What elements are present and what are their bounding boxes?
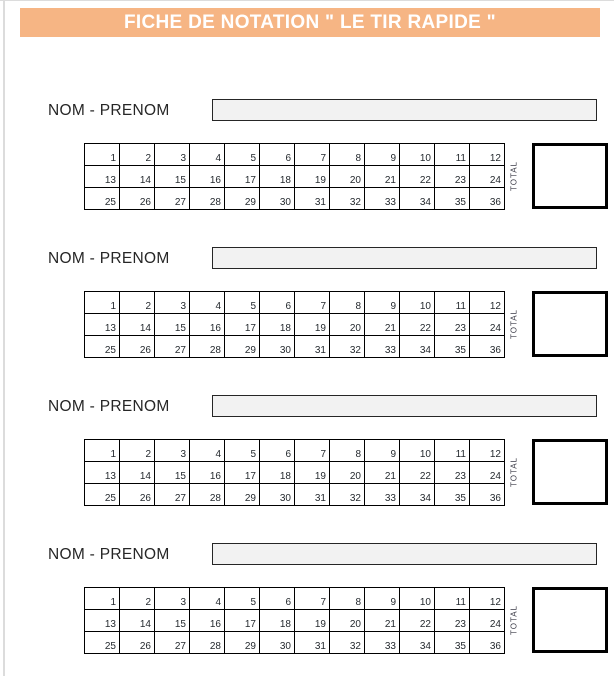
grid-cell-28[interactable]: 28 <box>190 188 225 210</box>
grid-cell-17[interactable]: 17 <box>225 610 260 632</box>
grid-row <box>85 166 505 188</box>
grid-row <box>85 484 505 506</box>
grid-cell-11[interactable]: 11 <box>435 144 470 166</box>
grid-cell-32[interactable]: 32 <box>330 484 365 506</box>
total-label: TOTAL <box>509 160 519 192</box>
grid-cell-2[interactable]: 2 <box>120 588 155 610</box>
grid-cell-25[interactable]: 25 <box>85 336 120 358</box>
grid-cell-29[interactable]: 29 <box>225 632 260 654</box>
grid-cell-5[interactable]: 5 <box>225 588 260 610</box>
total-input[interactable] <box>532 291 608 357</box>
total-input[interactable] <box>532 587 608 653</box>
grid-cell-19[interactable]: 19 <box>295 314 330 336</box>
grid-cell-5[interactable]: 5 <box>225 292 260 314</box>
grid-cell-20[interactable]: 20 <box>330 610 365 632</box>
grid-cell-21[interactable]: 21 <box>365 166 400 188</box>
grid-cell-7[interactable]: 7 <box>295 144 330 166</box>
grid-cell-2[interactable]: 2 <box>120 292 155 314</box>
grid-cell-17[interactable]: 17 <box>225 314 260 336</box>
grid-cell-11[interactable]: 11 <box>435 292 470 314</box>
grid-cell-32[interactable]: 32 <box>330 632 365 654</box>
grid-row <box>85 188 505 210</box>
grid-cell-30[interactable]: 30 <box>260 336 295 358</box>
grid-cell-4[interactable]: 4 <box>190 292 225 314</box>
name-label: NOM - PRENOM <box>48 546 170 563</box>
grid-cell-5[interactable]: 5 <box>225 144 260 166</box>
grid-cell-27[interactable]: 27 <box>155 484 190 506</box>
grid-cell-7[interactable]: 7 <box>295 440 330 462</box>
grid-cell-8[interactable]: 8 <box>330 588 365 610</box>
grid-cell-4[interactable]: 4 <box>190 440 225 462</box>
grid-cell-3[interactable]: 3 <box>155 144 190 166</box>
grid-cell-31[interactable]: 31 <box>295 484 330 506</box>
grid-row <box>85 632 505 654</box>
grid-cell-19[interactable]: 19 <box>295 166 330 188</box>
grid-cell-31[interactable]: 31 <box>295 336 330 358</box>
total-label: TOTAL <box>509 604 519 636</box>
grid-cell-17[interactable]: 17 <box>225 166 260 188</box>
name-input[interactable] <box>212 247 597 269</box>
grid-cell-18[interactable]: 18 <box>260 166 295 188</box>
grid-cell-28[interactable]: 28 <box>190 632 225 654</box>
grid-cell-5[interactable]: 5 <box>225 440 260 462</box>
grid-cell-1[interactable]: 1 <box>85 292 120 314</box>
sheet-title-text: FICHE DE NOTATION " LE TIR RAPIDE " <box>124 11 496 33</box>
sheet-title <box>20 8 600 37</box>
grid-cell-30[interactable]: 30 <box>260 632 295 654</box>
grid-cell-11[interactable]: 11 <box>435 588 470 610</box>
grid-cell-26[interactable]: 26 <box>120 632 155 654</box>
grid-cell-25[interactable]: 25 <box>85 188 120 210</box>
grid-cell-10[interactable]: 10 <box>400 292 435 314</box>
grid-cell-7[interactable]: 7 <box>295 292 330 314</box>
grid-cell-35[interactable]: 35 <box>435 188 470 210</box>
grid-cell-14[interactable]: 14 <box>120 166 155 188</box>
name-label: NOM - PRENOM <box>48 250 170 267</box>
grid-cell-2[interactable]: 2 <box>120 144 155 166</box>
grid-cell-12[interactable]: 12 <box>470 588 505 610</box>
grid-row <box>85 462 505 484</box>
grid-cell-8[interactable]: 8 <box>330 144 365 166</box>
grid-cell-1[interactable]: 1 <box>85 144 120 166</box>
grid-cell-24[interactable]: 24 <box>470 462 505 484</box>
grid-cell-33[interactable]: 33 <box>365 632 400 654</box>
grid-cell-33[interactable]: 33 <box>365 336 400 358</box>
grid-cell-27[interactable]: 27 <box>155 632 190 654</box>
grid-cell-34[interactable]: 34 <box>400 632 435 654</box>
grid-cell-14[interactable]: 14 <box>120 314 155 336</box>
grid-cell-9[interactable]: 9 <box>365 588 400 610</box>
grid-row <box>85 336 505 358</box>
grid-cell-36[interactable]: 36 <box>470 188 505 210</box>
grid-cell-6[interactable]: 6 <box>260 588 295 610</box>
grid-cell-3[interactable]: 3 <box>155 440 190 462</box>
grid-cell-23[interactable]: 23 <box>435 166 470 188</box>
total-input[interactable] <box>532 439 608 505</box>
grid-cell-16[interactable]: 16 <box>190 166 225 188</box>
grid-cell-16[interactable]: 16 <box>190 462 225 484</box>
grid-cell-15[interactable]: 15 <box>155 166 190 188</box>
grid-cell-29[interactable]: 29 <box>225 336 260 358</box>
grid-row <box>85 588 505 610</box>
grid-cell-8[interactable]: 8 <box>330 440 365 462</box>
grid-row <box>85 292 505 314</box>
grid-cell-12[interactable]: 12 <box>470 292 505 314</box>
grid-cell-9[interactable]: 9 <box>365 292 400 314</box>
grid-cell-34[interactable]: 34 <box>400 188 435 210</box>
grid-cell-10[interactable]: 10 <box>400 144 435 166</box>
grid-cell-6[interactable]: 6 <box>260 144 295 166</box>
grid-cell-23[interactable]: 23 <box>435 610 470 632</box>
grid-cell-12[interactable]: 12 <box>470 440 505 462</box>
grid-cell-20[interactable]: 20 <box>330 462 365 484</box>
grid-cell-34[interactable]: 34 <box>400 484 435 506</box>
grid-cell-21[interactable]: 21 <box>365 610 400 632</box>
grid-cell-27[interactable]: 27 <box>155 188 190 210</box>
grid-cell-7[interactable]: 7 <box>295 588 330 610</box>
grid-cell-25[interactable]: 25 <box>85 484 120 506</box>
grid-cell-15[interactable]: 15 <box>155 462 190 484</box>
grid-cell-16[interactable]: 16 <box>190 610 225 632</box>
name-input[interactable] <box>212 99 597 121</box>
grid-cell-14[interactable]: 14 <box>120 610 155 632</box>
page-top-edge <box>0 0 614 1</box>
grid-cell-13[interactable]: 13 <box>85 314 120 336</box>
grid-cell-30[interactable]: 30 <box>260 484 295 506</box>
total-label: TOTAL <box>509 456 519 488</box>
grid-cell-22[interactable]: 22 <box>400 462 435 484</box>
grid-cell-24[interactable]: 24 <box>470 166 505 188</box>
grid-cell-9[interactable]: 9 <box>365 440 400 462</box>
grid-cell-23[interactable]: 23 <box>435 314 470 336</box>
grid-cell-15[interactable]: 15 <box>155 610 190 632</box>
grid-cell-22[interactable]: 22 <box>400 166 435 188</box>
grid-cell-1[interactable]: 1 <box>85 588 120 610</box>
grid-cell-35[interactable]: 35 <box>435 336 470 358</box>
grid-cell-15[interactable]: 15 <box>155 314 190 336</box>
grid-cell-13[interactable]: 13 <box>85 166 120 188</box>
score-grid <box>84 143 505 210</box>
grid-cell-18[interactable]: 18 <box>260 462 295 484</box>
grid-cell-19[interactable]: 19 <box>295 462 330 484</box>
score-grid <box>84 439 505 506</box>
name-input[interactable] <box>212 395 597 417</box>
grid-cell-31[interactable]: 31 <box>295 188 330 210</box>
grid-cell-4[interactable]: 4 <box>190 588 225 610</box>
grid-cell-33[interactable]: 33 <box>365 484 400 506</box>
grid-cell-26[interactable]: 26 <box>120 484 155 506</box>
total-label: TOTAL <box>509 308 519 340</box>
player-section-3 <box>0 395 614 507</box>
player-section-4 <box>0 543 614 655</box>
grid-cell-27[interactable]: 27 <box>155 336 190 358</box>
grid-cell-30[interactable]: 30 <box>260 188 295 210</box>
grid-cell-21[interactable]: 21 <box>365 314 400 336</box>
grid-cell-24[interactable]: 24 <box>470 314 505 336</box>
grid-cell-10[interactable]: 10 <box>400 588 435 610</box>
grid-cell-26[interactable]: 26 <box>120 336 155 358</box>
grid-cell-34[interactable]: 34 <box>400 336 435 358</box>
grid-cell-32[interactable]: 32 <box>330 188 365 210</box>
grid-cell-29[interactable]: 29 <box>225 484 260 506</box>
grid-cell-6[interactable]: 6 <box>260 440 295 462</box>
grid-cell-13[interactable]: 13 <box>85 462 120 484</box>
grid-row <box>85 314 505 336</box>
player-section-1 <box>0 99 614 211</box>
grid-cell-36[interactable]: 36 <box>470 336 505 358</box>
grid-cell-12[interactable]: 12 <box>470 144 505 166</box>
grid-cell-14[interactable]: 14 <box>120 462 155 484</box>
grid-cell-35[interactable]: 35 <box>435 632 470 654</box>
grid-cell-3[interactable]: 3 <box>155 588 190 610</box>
grid-cell-10[interactable]: 10 <box>400 440 435 462</box>
name-label: NOM - PRENOM <box>48 102 170 119</box>
grid-cell-13[interactable]: 13 <box>85 610 120 632</box>
grid-cell-24[interactable]: 24 <box>470 610 505 632</box>
grid-cell-32[interactable]: 32 <box>330 336 365 358</box>
grid-cell-29[interactable]: 29 <box>225 188 260 210</box>
grid-cell-36[interactable]: 36 <box>470 632 505 654</box>
grid-cell-18[interactable]: 18 <box>260 610 295 632</box>
grid-cell-3[interactable]: 3 <box>155 292 190 314</box>
grid-cell-1[interactable]: 1 <box>85 440 120 462</box>
grid-row <box>85 440 505 462</box>
grid-cell-22[interactable]: 22 <box>400 314 435 336</box>
grid-cell-35[interactable]: 35 <box>435 484 470 506</box>
grid-cell-8[interactable]: 8 <box>330 292 365 314</box>
grid-cell-36[interactable]: 36 <box>470 484 505 506</box>
grid-row <box>85 610 505 632</box>
grid-cell-4[interactable]: 4 <box>190 144 225 166</box>
grid-cell-28[interactable]: 28 <box>190 336 225 358</box>
grid-cell-28[interactable]: 28 <box>190 484 225 506</box>
grid-cell-6[interactable]: 6 <box>260 292 295 314</box>
grid-cell-33[interactable]: 33 <box>365 188 400 210</box>
grid-cell-25[interactable]: 25 <box>85 632 120 654</box>
player-section-2 <box>0 247 614 359</box>
grid-cell-23[interactable]: 23 <box>435 462 470 484</box>
grid-cell-16[interactable]: 16 <box>190 314 225 336</box>
score-grid <box>84 291 505 358</box>
grid-cell-9[interactable]: 9 <box>365 144 400 166</box>
total-input[interactable] <box>532 143 608 209</box>
grid-cell-22[interactable]: 22 <box>400 610 435 632</box>
grid-row <box>85 144 505 166</box>
name-label: NOM - PRENOM <box>48 398 170 415</box>
grid-cell-2[interactable]: 2 <box>120 440 155 462</box>
grid-cell-26[interactable]: 26 <box>120 188 155 210</box>
grid-cell-20[interactable]: 20 <box>330 166 365 188</box>
name-input[interactable] <box>212 543 597 565</box>
grid-cell-21[interactable]: 21 <box>365 462 400 484</box>
grid-cell-31[interactable]: 31 <box>295 632 330 654</box>
grid-cell-19[interactable]: 19 <box>295 610 330 632</box>
grid-cell-17[interactable]: 17 <box>225 462 260 484</box>
grid-cell-11[interactable]: 11 <box>435 440 470 462</box>
grid-cell-20[interactable]: 20 <box>330 314 365 336</box>
grid-cell-18[interactable]: 18 <box>260 314 295 336</box>
score-grid <box>84 587 505 654</box>
